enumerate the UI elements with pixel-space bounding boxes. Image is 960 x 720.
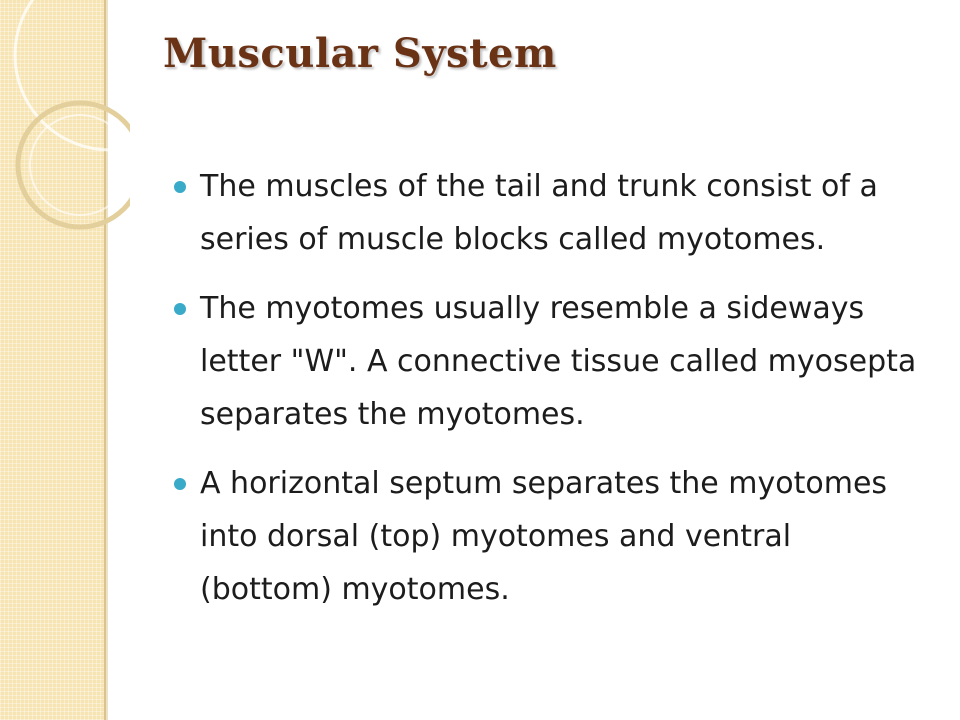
- slide-title: Muscular System: [163, 30, 557, 77]
- bullet-text: The myotomes usually resemble a sideways letter "W". A connective tissue called myosepta separates the myotomes.: [200, 291, 917, 432]
- bullet-icon: [174, 303, 186, 315]
- bullet-list: [170, 160, 930, 632]
- bullet-text: A horizontal septum separates the myotomes into dorsal (top) myotomes and ventral (bottom) myotomes.: [200, 466, 888, 607]
- bullet-text: The muscles of the tail and trunk consist of a series of muscle blocks called myotomes.: [200, 169, 878, 257]
- bullet-icon: [174, 478, 186, 490]
- bullet-icon: [174, 181, 186, 193]
- bullet-item: [170, 282, 930, 441]
- bullet-item: [170, 160, 930, 266]
- decorative-rings-icon: [0, 0, 130, 240]
- bullet-item: [170, 457, 930, 616]
